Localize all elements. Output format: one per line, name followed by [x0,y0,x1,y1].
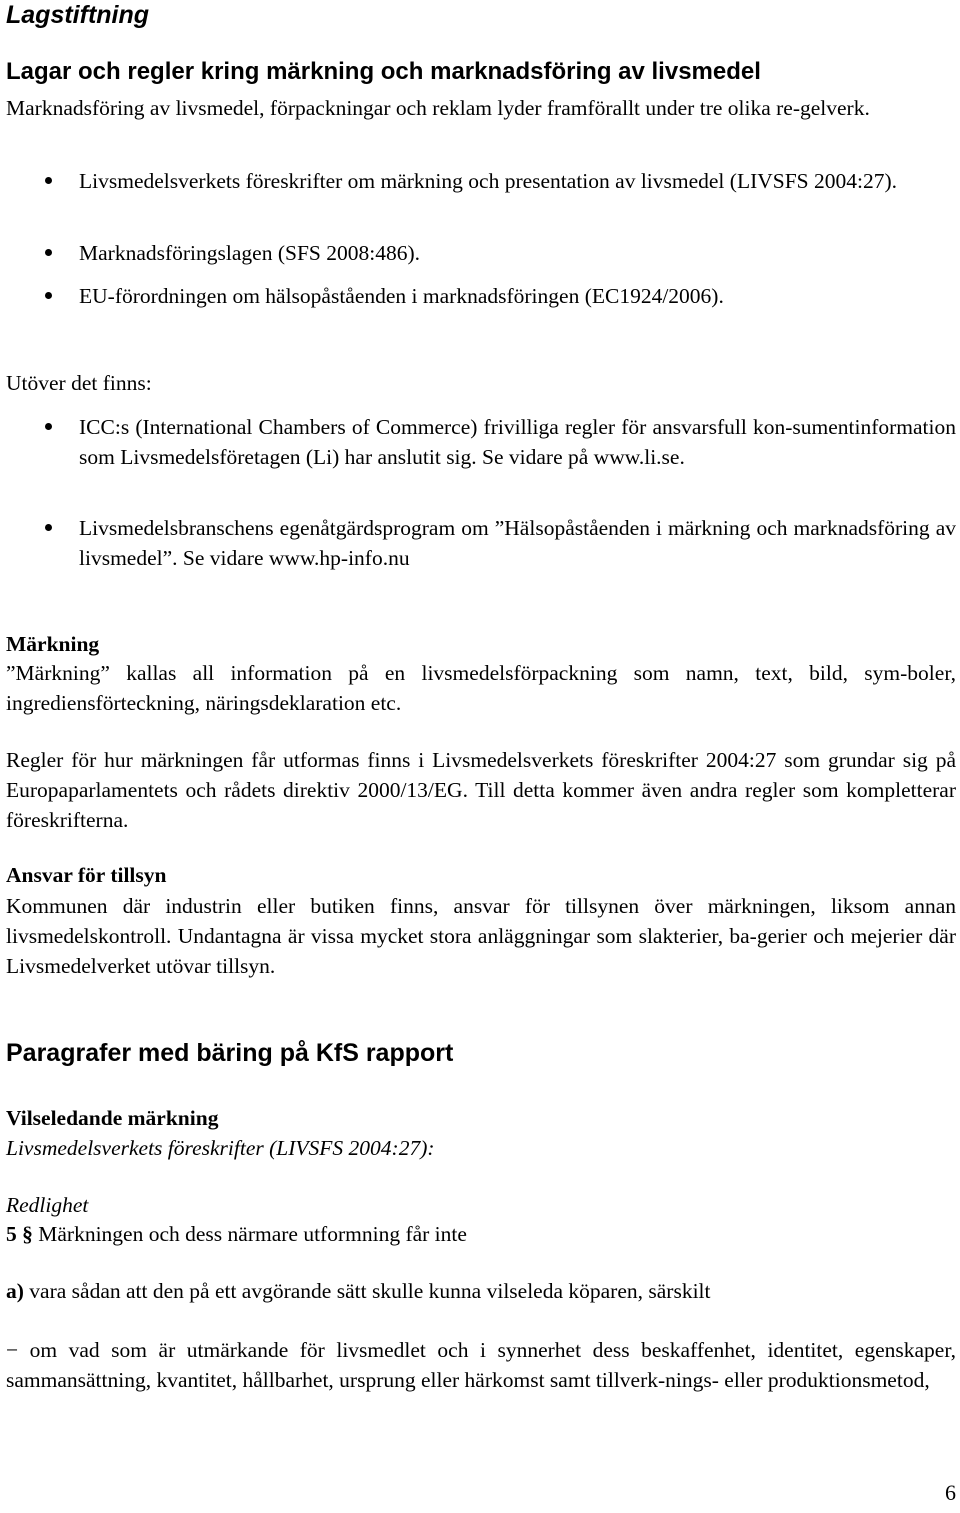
marking-paragraph: ”Märkning” kallas all information på en livsmedelsförpackning som namn, text, bild, sym-boler, ingrediensförteckning, näringsdeklaration etc. [6,661,956,715]
section-5-text: Märkningen och dess närmare utformning får inte [38,1222,467,1246]
supervision-paragraph: Kommunen där industrin eller butiken finns, ansvar för tillsynen över märkningen, liksom annan livsmedelskontroll. Undantagna är vissa mycket stora anläggningar som slakterier, ba-gerier och mejerier där Livsmedelverket utövar tillsyn. [6,894,956,978]
section-title: Lagstiftning [6,1,150,29]
law-item-eu: EU-förordningen om hälsopåståenden i marknadsföringen (EC1924/2006). [79,284,724,308]
paragraphs-title: Paragrafer med bäring på KfS rapport [6,1039,454,1067]
supervision-heading: Ansvar för tillsyn [6,863,167,887]
bullet-icon [45,412,52,430]
marking-heading: Märkning [6,632,100,656]
misleading-heading: Vilseledande märkning [6,1106,219,1130]
section-5 [6,1219,467,1249]
icc-item: ICC:s (International Chambers of Commerce) frivilliga regler för ansvarsfull kon-sumentinformation som Livsmedelsföretagen (Li) har anslutit sig. Se vidare på www.li.se. [79,415,956,469]
subsection-title: Lagar och regler kring märkning och marknadsföring av livsmedel [6,58,761,85]
page-number: 6 [945,1480,956,1505]
bullet-icon [45,166,52,184]
program-item: Livsmedelsbranschens egenåtgärdsprogram om ”Hälsopåståenden i märkning och marknadsföring av livsmedel”. Se vidare www.hp-info.nu [79,516,956,570]
dash-item: − om vad som är utmärkande för livsmedlet och i synnerhet dess beskaffenhet, identitet, egenskaper, sammansättning, kvantitet, hållbarhet, ursprung eller härkomst samt tillverk-nings- eller produktionsmetod, [6,1338,956,1392]
law-item-sfs: Marknadsföringslagen (SFS 2008:486). [79,241,420,265]
item-a-text: vara sådan att den på ett avgörande sätt skulle kunna vilseleda köparen, särskilt [29,1279,711,1303]
item-a-label: a) [6,1279,24,1303]
honesty-label: Redlighet [6,1193,89,1217]
section-5-number: 5 § [6,1222,33,1246]
bullet-icon [45,513,52,531]
misleading-source: Livsmedelsverkets föreskrifter (LIVSFS 2004:27): [6,1136,435,1160]
besides-label: Utöver det finns: [6,371,152,395]
intro-paragraph: Marknadsföring av livsmedel, förpackningar och reklam lyder framförallt under tre olika re-gelverk. [6,96,870,120]
law-item-livsfs: Livsmedelsverkets föreskrifter om märkning och presentation av livsmedel (LIVSFS 2004:27). [79,169,898,193]
bullet-icon [45,238,52,256]
bullet-icon [45,281,52,299]
rules-paragraph: Regler för hur märkningen får utformas finns i Livsmedelsverkets föreskrifter 2004:27 som grundar sig på Europaparlamentets och rådets direktiv 2000/13/EG. Till detta kommer även andra regler som kompletterar föreskrifterna. [6,748,956,832]
item-a [6,1276,711,1306]
